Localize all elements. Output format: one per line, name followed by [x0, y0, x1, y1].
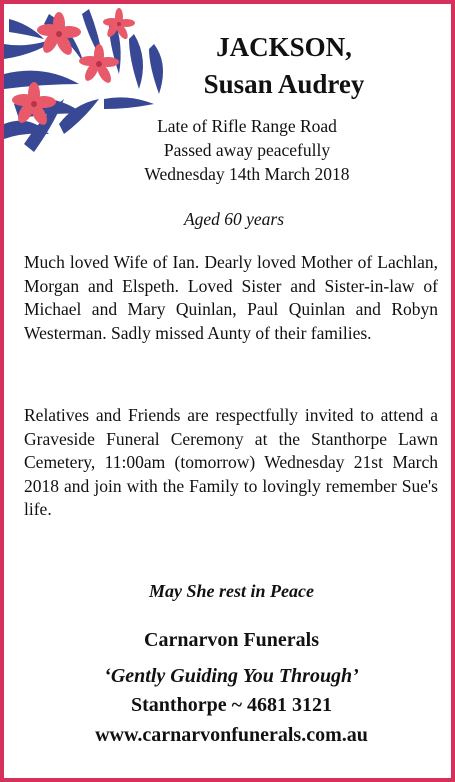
funeral-director-name: Carnarvon Funerals: [144, 629, 319, 651]
surname-heading: JACKSON,: [216, 32, 352, 62]
closing-line: May She rest in Peace: [149, 581, 314, 601]
funeral-director-phone: Stanthorpe ~ 4681 3121: [131, 694, 332, 716]
date-of-passing-line: Wednesday 14th March 2018: [144, 164, 350, 184]
passing-line: Passed away peacefully: [163, 140, 331, 160]
funeral-director-tagline: ‘Gently Guiding You Through’: [104, 665, 359, 687]
family-paragraph: Much loved Wife of Ian. Dearly loved Mother of Lachlan, Morgan and Elspeth. Loved Sister and Sister-in-law of Michael and Mary Quinlan, Paul Quinlan and Robyn Westerman. Sadly missed Aunty of their families.: [24, 252, 438, 343]
funeral-details-paragraph: Relatives and Friends are respectfully invited to attend a Graveside Funeral Ceremony at the Stanthorpe Lawn Cemetery, 11:00am (tomorrow) Wednesday 21st March 2018 and join with the Family to lovingly remember Sue's life.: [24, 405, 438, 519]
residence-line: Late of Rifle Range Road: [157, 116, 337, 136]
given-names-heading: Susan Audrey: [203, 69, 365, 99]
funeral-director-website: www.carnarvonfunerals.com.au: [95, 724, 368, 746]
intro-block: [112, 114, 382, 186]
age-line: Aged 60 years: [183, 209, 285, 229]
